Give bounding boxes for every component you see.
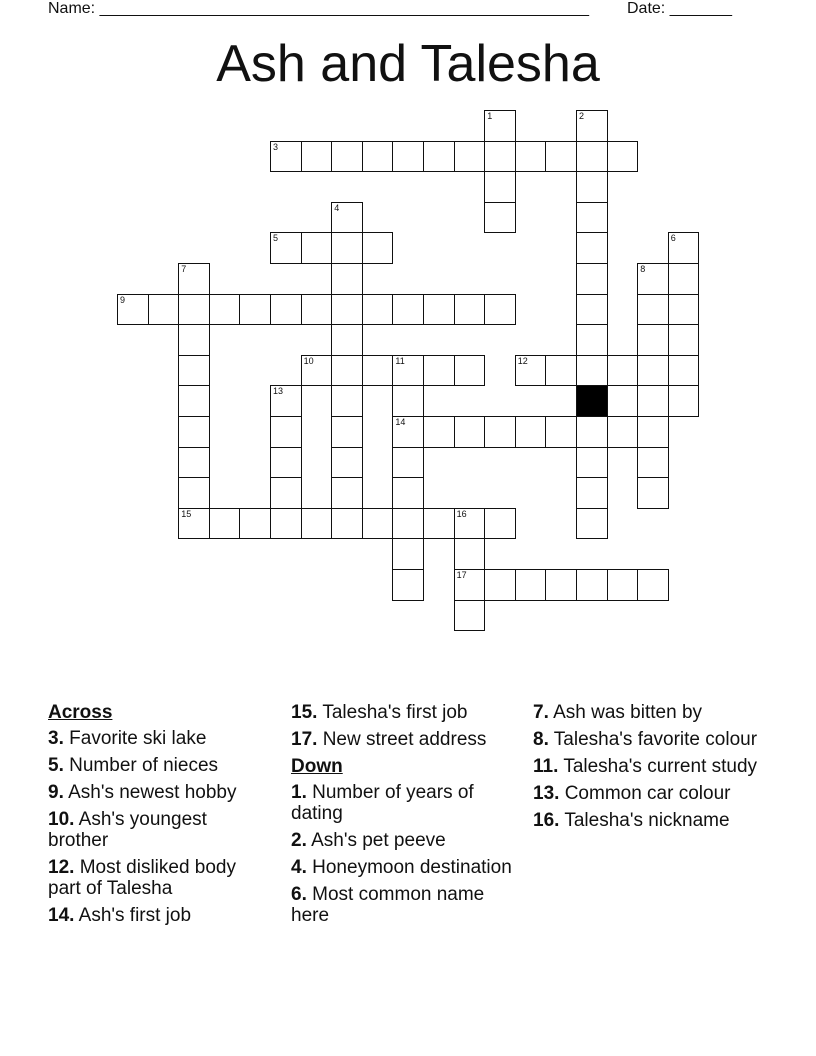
grid-cell[interactable] xyxy=(484,508,516,540)
grid-cell[interactable] xyxy=(484,202,516,234)
down-heading: Down xyxy=(291,756,343,777)
grid-cell[interactable] xyxy=(545,416,577,448)
grid-cell[interactable] xyxy=(637,477,669,509)
grid-cell[interactable] xyxy=(331,141,363,173)
grid-cell[interactable] xyxy=(331,294,363,326)
grid-cell[interactable] xyxy=(576,447,608,479)
grid-cell[interactable] xyxy=(576,171,608,203)
cell-number: 2 xyxy=(579,111,585,121)
clue-across-3 xyxy=(48,728,270,749)
grid-cell[interactable] xyxy=(576,232,608,264)
clue-text: Common car colour xyxy=(564,783,731,804)
grid-cell[interactable] xyxy=(270,508,302,540)
grid-cell[interactable] xyxy=(454,141,486,173)
clue-down-7 xyxy=(533,702,763,723)
grid-cell[interactable] xyxy=(331,477,363,509)
clue-text: Favorite ski lake xyxy=(69,728,207,749)
grid-cell[interactable] xyxy=(423,508,455,540)
clue-across-14 xyxy=(48,905,270,926)
grid-cell[interactable] xyxy=(301,355,333,387)
grid-cell[interactable] xyxy=(178,294,210,326)
grid-cell[interactable] xyxy=(392,141,424,173)
grid-cell[interactable] xyxy=(270,385,302,417)
clue-number: 15. xyxy=(291,702,318,723)
grid-cell[interactable] xyxy=(576,110,608,142)
grid-cell[interactable] xyxy=(423,141,455,173)
grid-cell[interactable] xyxy=(362,141,394,173)
grid-cell[interactable] xyxy=(454,294,486,326)
grid-cell[interactable] xyxy=(668,294,700,326)
grid-cell[interactable] xyxy=(484,141,516,173)
grid-cell[interactable] xyxy=(484,110,516,142)
clue-down-1 xyxy=(291,782,521,824)
clues-column-1 xyxy=(48,702,270,932)
grid-cell[interactable] xyxy=(576,477,608,509)
grid-cell[interactable] xyxy=(545,141,577,173)
grid-cell[interactable] xyxy=(331,416,363,448)
clue-text: Honeymoon destination xyxy=(312,857,512,878)
clue-down-2 xyxy=(291,830,521,851)
grid-cell[interactable] xyxy=(515,355,547,387)
clue-number: 14. xyxy=(48,905,75,926)
grid-cell[interactable] xyxy=(668,324,700,356)
clue-number: 11. xyxy=(533,756,559,777)
clue-text: Most disliked body part of Talesha xyxy=(48,857,236,899)
clue-number: 8. xyxy=(533,729,549,750)
grid-cell[interactable] xyxy=(576,294,608,326)
cell-number: 1 xyxy=(487,111,493,121)
grid-cell[interactable] xyxy=(392,569,424,601)
grid-cell[interactable] xyxy=(270,416,302,448)
clue-number: 17. xyxy=(291,729,318,750)
grid-cell[interactable] xyxy=(637,385,669,417)
grid-cell[interactable] xyxy=(607,416,639,448)
grid-cell[interactable] xyxy=(454,416,486,448)
cell-number: 6 xyxy=(670,233,676,244)
clue-number: 16. xyxy=(533,810,560,831)
clue-across-10 xyxy=(48,809,270,851)
clues-column-2 xyxy=(291,702,521,932)
grid-cell[interactable] xyxy=(576,508,608,540)
grid-cell[interactable] xyxy=(392,538,424,570)
grid-cell[interactable] xyxy=(331,447,363,479)
grid-cell[interactable] xyxy=(178,447,210,479)
grid-cell[interactable] xyxy=(270,477,302,509)
clue-text: Ash's newest hobby xyxy=(68,782,237,803)
clue-down-4 xyxy=(291,857,521,878)
grid-cell[interactable] xyxy=(178,324,210,356)
clue-text: Most common name here xyxy=(291,884,485,926)
clue-across-5 xyxy=(48,755,270,776)
cell-number: 12 xyxy=(517,355,528,366)
cell-number: 15 xyxy=(181,508,192,519)
grid-cell[interactable] xyxy=(178,385,210,417)
cell-number: 9 xyxy=(120,294,126,305)
grid-cell[interactable] xyxy=(576,141,608,173)
clue-number: 13. xyxy=(533,783,560,804)
grid-cell[interactable] xyxy=(392,355,424,387)
grid-cell[interactable] xyxy=(607,569,639,601)
grid-cell[interactable] xyxy=(331,232,363,264)
grid-cell[interactable] xyxy=(392,385,424,417)
puzzle-title: Ash and Talesha xyxy=(216,35,600,93)
clue-text: Number of years of dating xyxy=(291,782,474,824)
clue-number: 10. xyxy=(48,809,75,830)
grid-cell[interactable] xyxy=(239,294,271,326)
cell-number: 14 xyxy=(395,417,406,427)
grid-cell[interactable] xyxy=(545,355,577,387)
grid-cell[interactable] xyxy=(454,538,486,570)
grid-cell[interactable] xyxy=(515,141,547,173)
grid-cell[interactable] xyxy=(515,569,547,601)
grid-cell[interactable] xyxy=(607,355,639,387)
grid-cell[interactable] xyxy=(637,324,669,356)
grid-cell[interactable] xyxy=(239,508,271,540)
grid-cell[interactable] xyxy=(148,294,180,326)
cell-number: 17 xyxy=(456,570,467,580)
grid-cell[interactable] xyxy=(668,263,700,295)
clue-number: 9. xyxy=(48,782,64,803)
grid-cell[interactable] xyxy=(484,416,516,448)
clue-text: Talesha's current study xyxy=(563,756,758,777)
grid-cell[interactable] xyxy=(454,569,486,601)
grid-cell[interactable] xyxy=(331,324,363,356)
grid-cell[interactable] xyxy=(576,263,608,295)
clue-text: Talesha's nickname xyxy=(564,810,730,831)
grid-cell[interactable] xyxy=(209,508,241,540)
grid-cell[interactable] xyxy=(178,263,210,295)
grid-cell[interactable] xyxy=(331,202,363,234)
cell-number: 11 xyxy=(395,355,405,366)
grid-cell[interactable] xyxy=(515,416,547,448)
grid-cell[interactable] xyxy=(576,569,608,601)
cell-number: 3 xyxy=(273,141,279,152)
grid-cell[interactable] xyxy=(637,416,669,448)
grid-cell[interactable] xyxy=(454,355,486,387)
grid-cell[interactable] xyxy=(301,232,333,264)
grid-cell[interactable] xyxy=(484,569,516,601)
grid-cell[interactable] xyxy=(637,447,669,479)
grid-cell[interactable] xyxy=(668,385,700,417)
cell-number: 8 xyxy=(640,264,646,274)
clue-number: 4. xyxy=(291,857,307,878)
grid-cell[interactable] xyxy=(576,202,608,234)
grid-cell[interactable] xyxy=(117,294,149,326)
grid-cell[interactable] xyxy=(668,355,700,387)
clue-text: Talesha's favorite colour xyxy=(553,729,758,750)
grid-cell[interactable] xyxy=(392,477,424,509)
grid-cell[interactable] xyxy=(362,508,394,540)
clue-text: Number of nieces xyxy=(69,755,219,776)
clue-text: New street address xyxy=(322,729,487,750)
grid-cell[interactable] xyxy=(637,569,669,601)
clue-down-16 xyxy=(533,810,763,831)
grid-cell[interactable] xyxy=(423,416,455,448)
grid-cell[interactable] xyxy=(178,355,210,387)
grid-cell[interactable] xyxy=(270,232,302,264)
clue-number: 5. xyxy=(48,755,64,776)
grid-cell[interactable] xyxy=(576,416,608,448)
grid-cell[interactable] xyxy=(301,508,333,540)
clue-number: 1. xyxy=(291,782,307,803)
grid-cell[interactable] xyxy=(331,355,363,387)
grid-cell[interactable] xyxy=(270,447,302,479)
grid-cell[interactable] xyxy=(392,447,424,479)
grid-cell[interactable] xyxy=(270,141,302,173)
clue-number: 6. xyxy=(291,884,307,905)
grid-cell[interactable] xyxy=(362,232,394,264)
grid-cell[interactable] xyxy=(178,477,210,509)
clue-across-12 xyxy=(48,857,270,899)
grid-cell[interactable] xyxy=(423,294,455,326)
grid-cell[interactable] xyxy=(331,508,363,540)
grid-cell[interactable] xyxy=(545,569,577,601)
grid-cell[interactable] xyxy=(637,355,669,387)
name-field-label: Name: _______________________________________________________ xyxy=(48,0,589,17)
clue-text: Ash was bitten by xyxy=(553,702,703,723)
grid-cell[interactable] xyxy=(301,141,333,173)
grid-cell[interactable] xyxy=(178,508,210,540)
grid-cell[interactable] xyxy=(423,355,455,387)
grid-cell[interactable] xyxy=(362,294,394,326)
clue-number: 3. xyxy=(48,728,64,749)
clue-down-13 xyxy=(533,783,763,804)
blocked-cell xyxy=(576,385,608,417)
grid-cell[interactable] xyxy=(392,508,424,540)
clue-text: Ash's youngest brother xyxy=(48,809,207,851)
grid-cell[interactable] xyxy=(178,416,210,448)
grid-cell[interactable] xyxy=(362,355,394,387)
clue-number: 12. xyxy=(48,857,75,878)
grid-cell[interactable] xyxy=(484,171,516,203)
grid-cell[interactable] xyxy=(454,508,486,540)
grid-cell[interactable] xyxy=(576,324,608,356)
clue-number: 7. xyxy=(533,702,549,723)
clue-down-6 xyxy=(291,884,521,926)
clue-down-8 xyxy=(533,729,763,750)
grid-cell[interactable] xyxy=(637,294,669,326)
cell-number: 7 xyxy=(181,264,187,274)
date-field-label: Date: _______ xyxy=(627,0,732,17)
grid-cell[interactable] xyxy=(576,355,608,387)
clue-text: Ash's pet peeve xyxy=(311,830,446,851)
clue-text: Talesha's first job xyxy=(322,702,468,723)
grid-cell[interactable] xyxy=(392,416,424,448)
cell-number: 16 xyxy=(456,508,467,519)
cell-number: 10 xyxy=(303,355,314,366)
across-heading: Across xyxy=(48,702,113,723)
grid-cell[interactable] xyxy=(209,294,241,326)
clue-across-15 xyxy=(291,702,521,723)
cell-number: 5 xyxy=(273,233,279,244)
clues-column-3 xyxy=(533,702,763,837)
grid-cell[interactable] xyxy=(331,385,363,417)
grid-cell[interactable] xyxy=(607,141,639,173)
grid-cell[interactable] xyxy=(331,263,363,295)
grid-cell[interactable] xyxy=(270,294,302,326)
grid-cell[interactable] xyxy=(637,263,669,295)
cell-number: 13 xyxy=(273,386,284,397)
grid-cell[interactable] xyxy=(301,294,333,326)
clue-across-17 xyxy=(291,729,521,750)
grid-cell[interactable] xyxy=(668,232,700,264)
clue-down-11 xyxy=(533,756,763,777)
cell-number: 4 xyxy=(334,202,340,213)
grid-cell[interactable] xyxy=(484,294,516,326)
grid-cell[interactable] xyxy=(454,600,486,632)
grid-cell[interactable] xyxy=(392,294,424,326)
clue-text: Ash's first job xyxy=(78,905,192,926)
clue-across-9 xyxy=(48,782,270,803)
clue-number: 2. xyxy=(291,830,307,851)
